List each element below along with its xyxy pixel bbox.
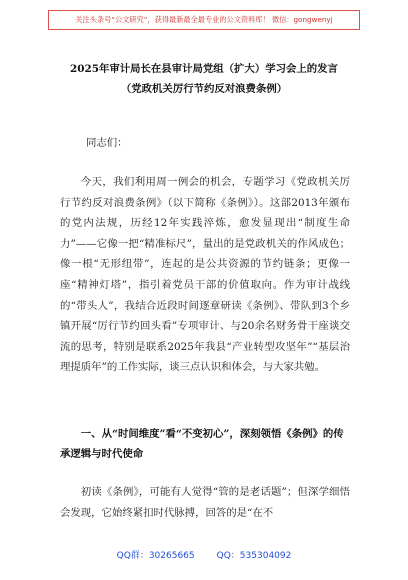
section-heading-1: 一、从“时间维度”看“不变初心”，深刻领悟《条例》的传承逻辑与时代使命	[60, 428, 344, 460]
qq-contact-number: QQ：535304092	[216, 551, 292, 561]
promo-banner	[48, 10, 360, 30]
salutation: 同志们：	[86, 137, 128, 149]
document-title: 2025年审计局长在县审计局党组（扩大）学习会上的发言	[70, 63, 338, 75]
promo-banner-text: 关注头条号“公文研究”，获得最新最全最专业的公文资料库！ 微信：gongwenyj	[75, 15, 333, 24]
qq-group-number: QQ群：30265665	[116, 551, 195, 561]
contact-footer	[0, 548, 408, 561]
document-subtitle: （党政机关厉行节约反对浪费条例）	[120, 83, 288, 95]
body-paragraph-2: 初读《条例》，可能有人觉得“管的是老话题”；但深学细悟会发现，它始终紧扣时代脉搏，回答的是“在不	[60, 486, 350, 519]
body-paragraph-1: 今天，我们利用周一例会的机会，专题学习《党政机关厉行节约反对浪费条例》（以下简称《条例》）。这部2013年颁布的党内法规，历经12年实践淬炼，愈发显现出“制度生命力”——它像一把“精准标尺”，量出的是党政机关的作风成色；像一根“无形纽带”，连起的是公共资源的节约链条；更像一座“精神灯塔”，指引着党员干部的价值取向。作为审计战线的“带头人”，我结合近段时间逐章研读《条例》、带队到3个乡镇开展“厉行节约回头看”专项审计、与20余名财务骨干座谈交流的思考，特别是联系2025年我县“产业转型攻坚年”“基层治理提质年”的工作实际，谈三点认识和体会，与大家共勉。	[60, 176, 350, 374]
